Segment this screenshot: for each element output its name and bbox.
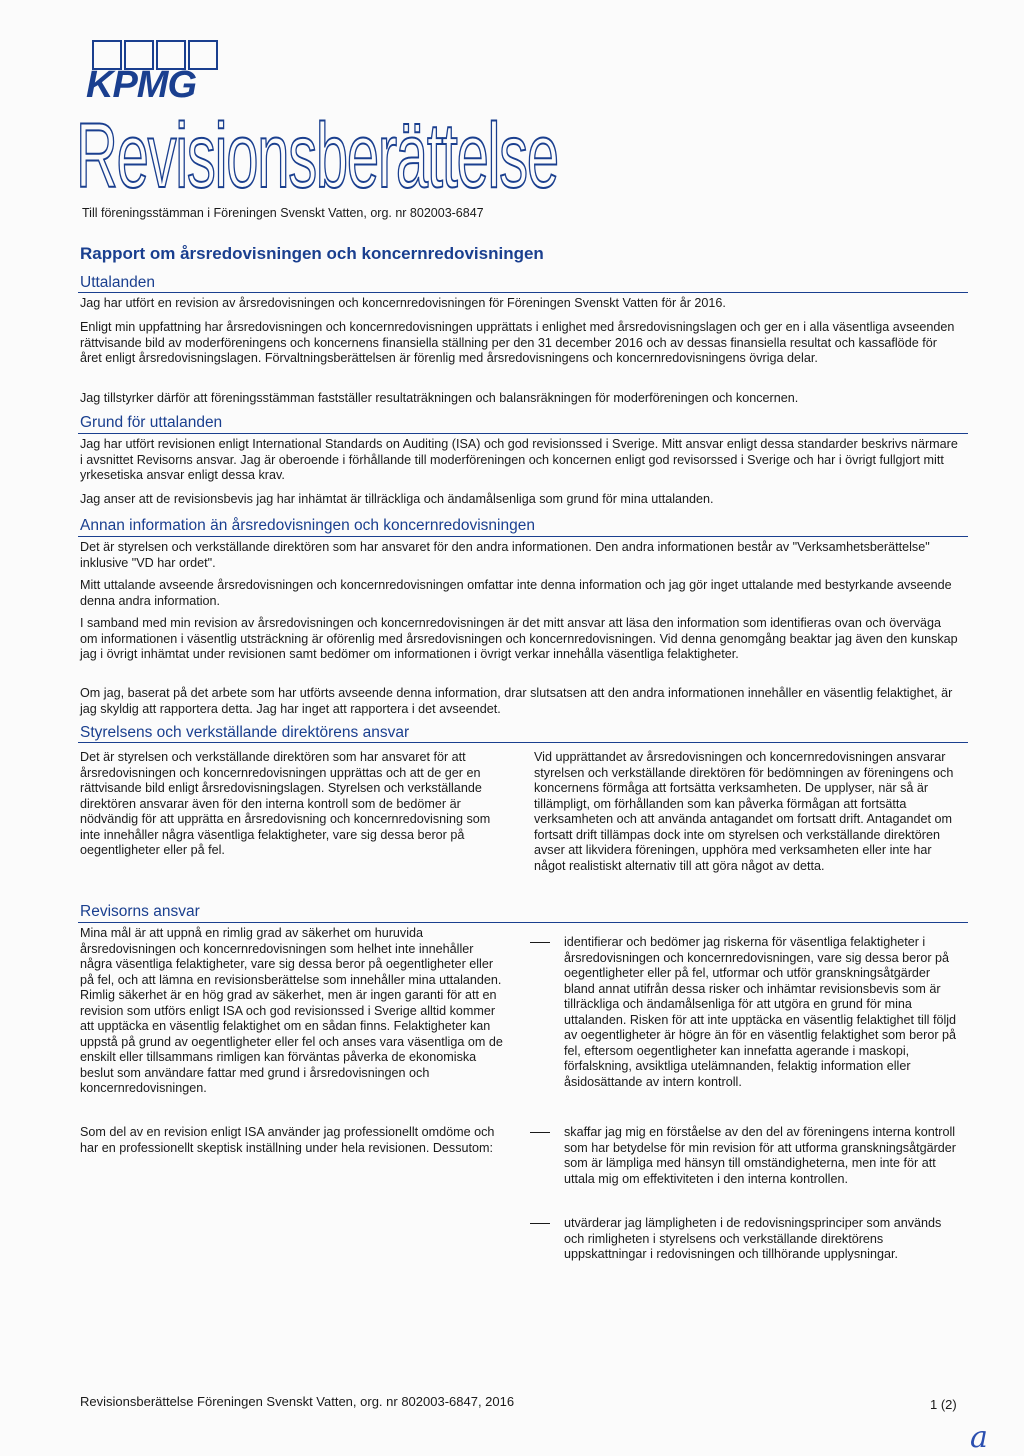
main-heading: Rapport om årsredovisningen och koncernredovisningen [80,244,544,263]
section-title-annan-information: Annan information än årsredovisningen och koncernredovisningen [80,517,535,534]
list-item-text: identifierar och bedömer jag riskerna för väsentliga felaktigheter i årsredovisningen och koncernredovisningen, vare sig dessa beror på oegentligheter eller på fel, utformar och utför granskningsåtgärder bland annat utifrån dessa risker och inhämtar revisionsbevis som är tillräckliga och ändamålsenliga för att utgöra en grund för mina uttalanden. Risken för att inte upptäcka en väsentlig felaktighet till följd av oegentligheter är högre än för en väsentlig felaktighet som beror på fel, eftersom oegentligheter kan innefatta agerande i maskopi, förfalskning, avsiktliga utelämnanden, felaktig information eller åsidosättande av intern kontroll. [564,935,957,1089]
dash-bullet [530,942,550,943]
paragraph: Jag har utfört en revision av årsredovisningen och koncernredovisningen för Föreningen Svenskt Vatten för år 2016. [80,296,726,310]
dash-bullet [530,1223,550,1224]
footer-text: Revisionsberättelse Föreningen Svenskt Vatten, org. nr 802003-6847, 2016 [80,1394,515,1409]
addressee-line: Till föreningsstämman i Föreningen Svenskt Vatten, org. nr 802003-6847 [82,206,484,220]
paragraph: Det är styrelsen och verkställande direktören som har ansvaret för den andra informationen. Den andra informationen består av "Verksamhetsberättelse" inklusive "VD har ordet". [80,540,930,570]
page-title: Revisionsberättelse [76,105,558,207]
paragraph: Enligt min uppfattning har årsredovisningen och koncernredovisningen upprättats i enlighet med årsredovisningslagen och ger en i alla väsentliga avseenden rättvisande bild av moderföreningens och koncernens finansiella ställning per den 31 december 2016 och av dessas finansiella resultat och kassaflöde för året enligt årsredovisningslagen. Förvaltningsberättelsen är förenlig med årsredovisningens och koncernredovisningens övriga delar. [80,320,955,365]
section-title-styrelsens-ansvar: Styrelsens och verkställande direktörens ansvar [80,724,410,741]
list-item [530,1125,962,1187]
section-title-revisorns-ansvar: Revisorns ansvar [80,903,200,920]
dash-bullet [530,1132,550,1133]
list-item-text: utvärderar jag lämpligheten i de redovisningsprinciper som används och rimligheten i styrelsens och verkställande direktörens uppskattningar i redovisningen och tillhörande upplysningar. [564,1216,942,1261]
section-title-uttalanden: Uttalanden [80,274,155,291]
paragraph: Jag har utfört revisionen enligt International Standards on Auditing (ISA) och god revisionssed i Sverige. Mitt ansvar enligt dessa standarder beskrivs närmare i avsnittet Revisorns ansvar. Jag är oberoende i förhållande till moderföreningen och koncernen enligt god revisorssed i Sverige och har i övrigt fullgjort mitt yrkesetiska ansvar enligt dessa krav. [80,437,958,482]
paragraph: Jag anser att de revisionsbevis jag har inhämtat är tillräckliga och ändamålsenliga som grund för mina uttalanden. [80,492,714,506]
section-divider [78,292,968,293]
paragraph: Jag tillstyrker därför att föreningsstämman fastställer resultaträkningen och balansräkningen för moderföreningen och koncernen. [80,391,799,405]
paragraph-left-column: Mina mål är att uppnå en rimlig grad av säkerhet om huruvida årsredovisningen och koncernredovisningen som helhet inte innehåller några väsentliga felaktigheter, vare sig dessa beror på oegentligheter eller på fel, och att lämna en revisionsberättelse som innehåller mina uttalanden. Rimlig säkerhet är en hög grad av säkerhet, men är ingen garanti för att en revision som utförs enligt ISA och god revisionssed i Sverige alltid kommer att upptäcka en väsentlig felaktighet om en sådan finns. Felaktigheter kan uppstå på grund av oegentligheter eller fel och anses vara väsentliga om de enskilt eller tillsammans rimligen kan förväntas påverka de ekonomiska beslut som användare fattar med grund i årsredovisningen och koncernredovisningen. [80,926,503,1095]
paragraph-left-column: Som del av en revision enligt ISA använder jag professionellt omdöme och har en professionellt skeptisk inställning under hela revisionen. Dessutom: [80,1125,495,1155]
section-divider [78,536,968,537]
handwritten-initials: a [970,1420,988,1455]
list-item-text: skaffar jag mig en förståelse av den del av föreningens interna kontroll som har betydelse för min revision för att utforma granskningsåtgärder som är lämpliga med hänsyn till omständigheterna, men inte för att uttala mig om effektiviteten i den interna kontrollen. [564,1125,956,1186]
paragraph-left-column: Det är styrelsen och verkställande direktören som har ansvaret för att årsredovisningen och koncernredovisningen upprättas och att de ger en rättvisande bild enligt årsredovisningslagen. Styrelsen och verkställande direktören ansvarar även för den interna kontroll som de bedömer är nödvändig för att upprätta en årsredovisning och koncernredovisning som inte innehåller några väsentliga felaktigheter, vare sig dessa beror på oegentligheter eller på fel. [80,750,491,857]
section-divider [78,433,968,434]
logo-wordmark: KPMG [86,64,196,106]
paragraph: Om jag, baserat på det arbete som har utförts avseende denna information, drar slutsatsen att den andra informationen innehåller en väsentlig felaktighet, är jag skyldig att rapportera detta. Jag har inget att rapportera i det avseendet. [80,686,953,716]
page-number: 1 (2) [930,1397,957,1412]
list-item [530,1216,962,1263]
list-item [530,935,962,1090]
paragraph: I samband med min revision av årsredovisningen och koncernredovisningen är det mitt ansvar att läsa den information som identifieras ovan och överväga om informationen i väsentlig utsträckning är oförenlig med årsredovisningen och koncernredovisningen. Vid denna genomgång beaktar jag även den kunskap jag i övrigt inhämtat under revisionen samt bedömer om informationen i övrigt verkar innehålla väsentliga felaktigheter. [80,616,958,661]
paragraph-right-column: Vid upprättandet av årsredovisningen och koncernredovisningen ansvarar styrelsen och verkställande direktören för bedömningen av föreningens och koncernens förmåga att fortsätta verksamheten. De upplyser, när så är tillämpligt, om förhållanden som kan påverka förmågan att fortsätta verksamheten och att använda antagandet om fortsatt drift. Antagandet om fortsatt drift tillämpas dock inte om styrelsen och verkställande direktören avser att likvidera föreningen, upphöra med verksamheten eller inte har något realistiskt alternativ till att göra något av detta. [534,750,954,873]
section-divider [78,922,968,923]
paragraph: Mitt uttalande avseende årsredovisningen och koncernredovisningen omfattar inte denna information och jag gör inget uttalande med bestyrkande avseende denna andra information. [80,578,952,608]
section-divider [78,742,968,743]
kpmg-logo [86,40,226,104]
section-title-grund: Grund för uttalanden [80,414,223,431]
